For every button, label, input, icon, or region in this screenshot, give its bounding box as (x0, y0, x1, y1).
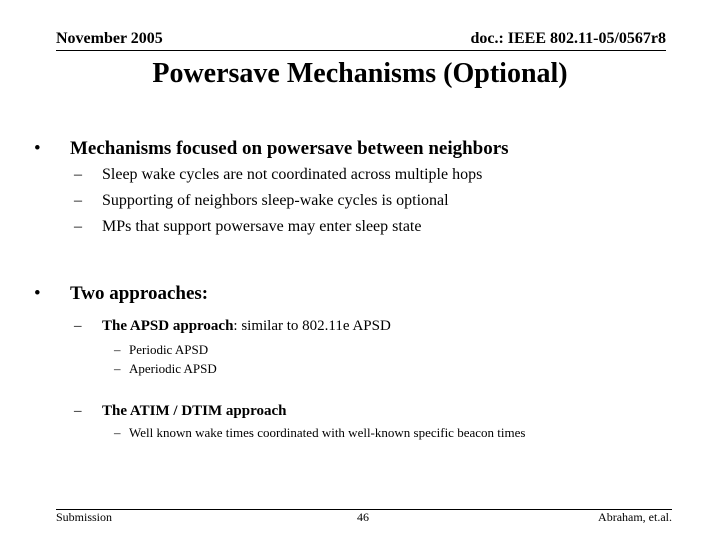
sub-sub-item (114, 425, 526, 441)
dash-icon: – (74, 218, 82, 235)
sub-sub-item (114, 361, 217, 377)
sub-item (74, 166, 483, 184)
dash-icon: – (74, 403, 82, 419)
sub-item-text: MPs that support powersave may enter sleep state (102, 218, 422, 235)
page-number: 46 (357, 510, 369, 524)
sub-item (74, 192, 449, 210)
sub-item (74, 218, 422, 236)
header-date: November 2005 (56, 30, 163, 47)
bullet-text: Mechanisms focused on powersave between neighbors (70, 138, 509, 159)
dash-icon: – (114, 361, 121, 376)
dash-icon: – (74, 166, 82, 183)
approach-name: The ATIM / DTIM approach (102, 403, 287, 419)
footer-submission: Submission (56, 510, 113, 524)
dash-icon: – (114, 342, 121, 357)
bullet-dot-icon: • (34, 283, 41, 304)
dash-icon: – (74, 192, 82, 209)
approach-apsd (74, 318, 391, 335)
sub-sub-item-text: Aperiodic APSD (129, 361, 217, 376)
slide-title: Powersave Mechanisms (Optional) (152, 58, 568, 89)
sub-sub-item-text: Periodic APSD (129, 342, 209, 357)
bullet-mechanisms (34, 138, 509, 160)
sub-sub-item (114, 342, 209, 358)
sub-item-text: Supporting of neighbors sleep-wake cycles is optional (102, 192, 449, 209)
approach-atim-dtim (74, 403, 287, 420)
bullet-dot-icon: • (34, 138, 41, 159)
approach-name: The APSD approach (102, 318, 234, 334)
header-doc-id: doc.: IEEE 802.11-05/0567r8 (470, 30, 666, 47)
sub-item-text: Sleep wake cycles are not coordinated across multiple hops (102, 166, 483, 183)
bullet-approaches (34, 283, 209, 305)
approach-description: : similar to 802.11e APSD (233, 318, 391, 334)
footer-author: Abraham, et.al. (598, 510, 672, 524)
header-divider (56, 50, 666, 51)
dash-icon: – (114, 425, 121, 440)
sub-sub-item-text: Well known wake times coordinated with well-known specific beacon times (129, 425, 526, 440)
dash-icon: – (74, 318, 82, 334)
bullet-text: Two approaches: (70, 283, 209, 304)
